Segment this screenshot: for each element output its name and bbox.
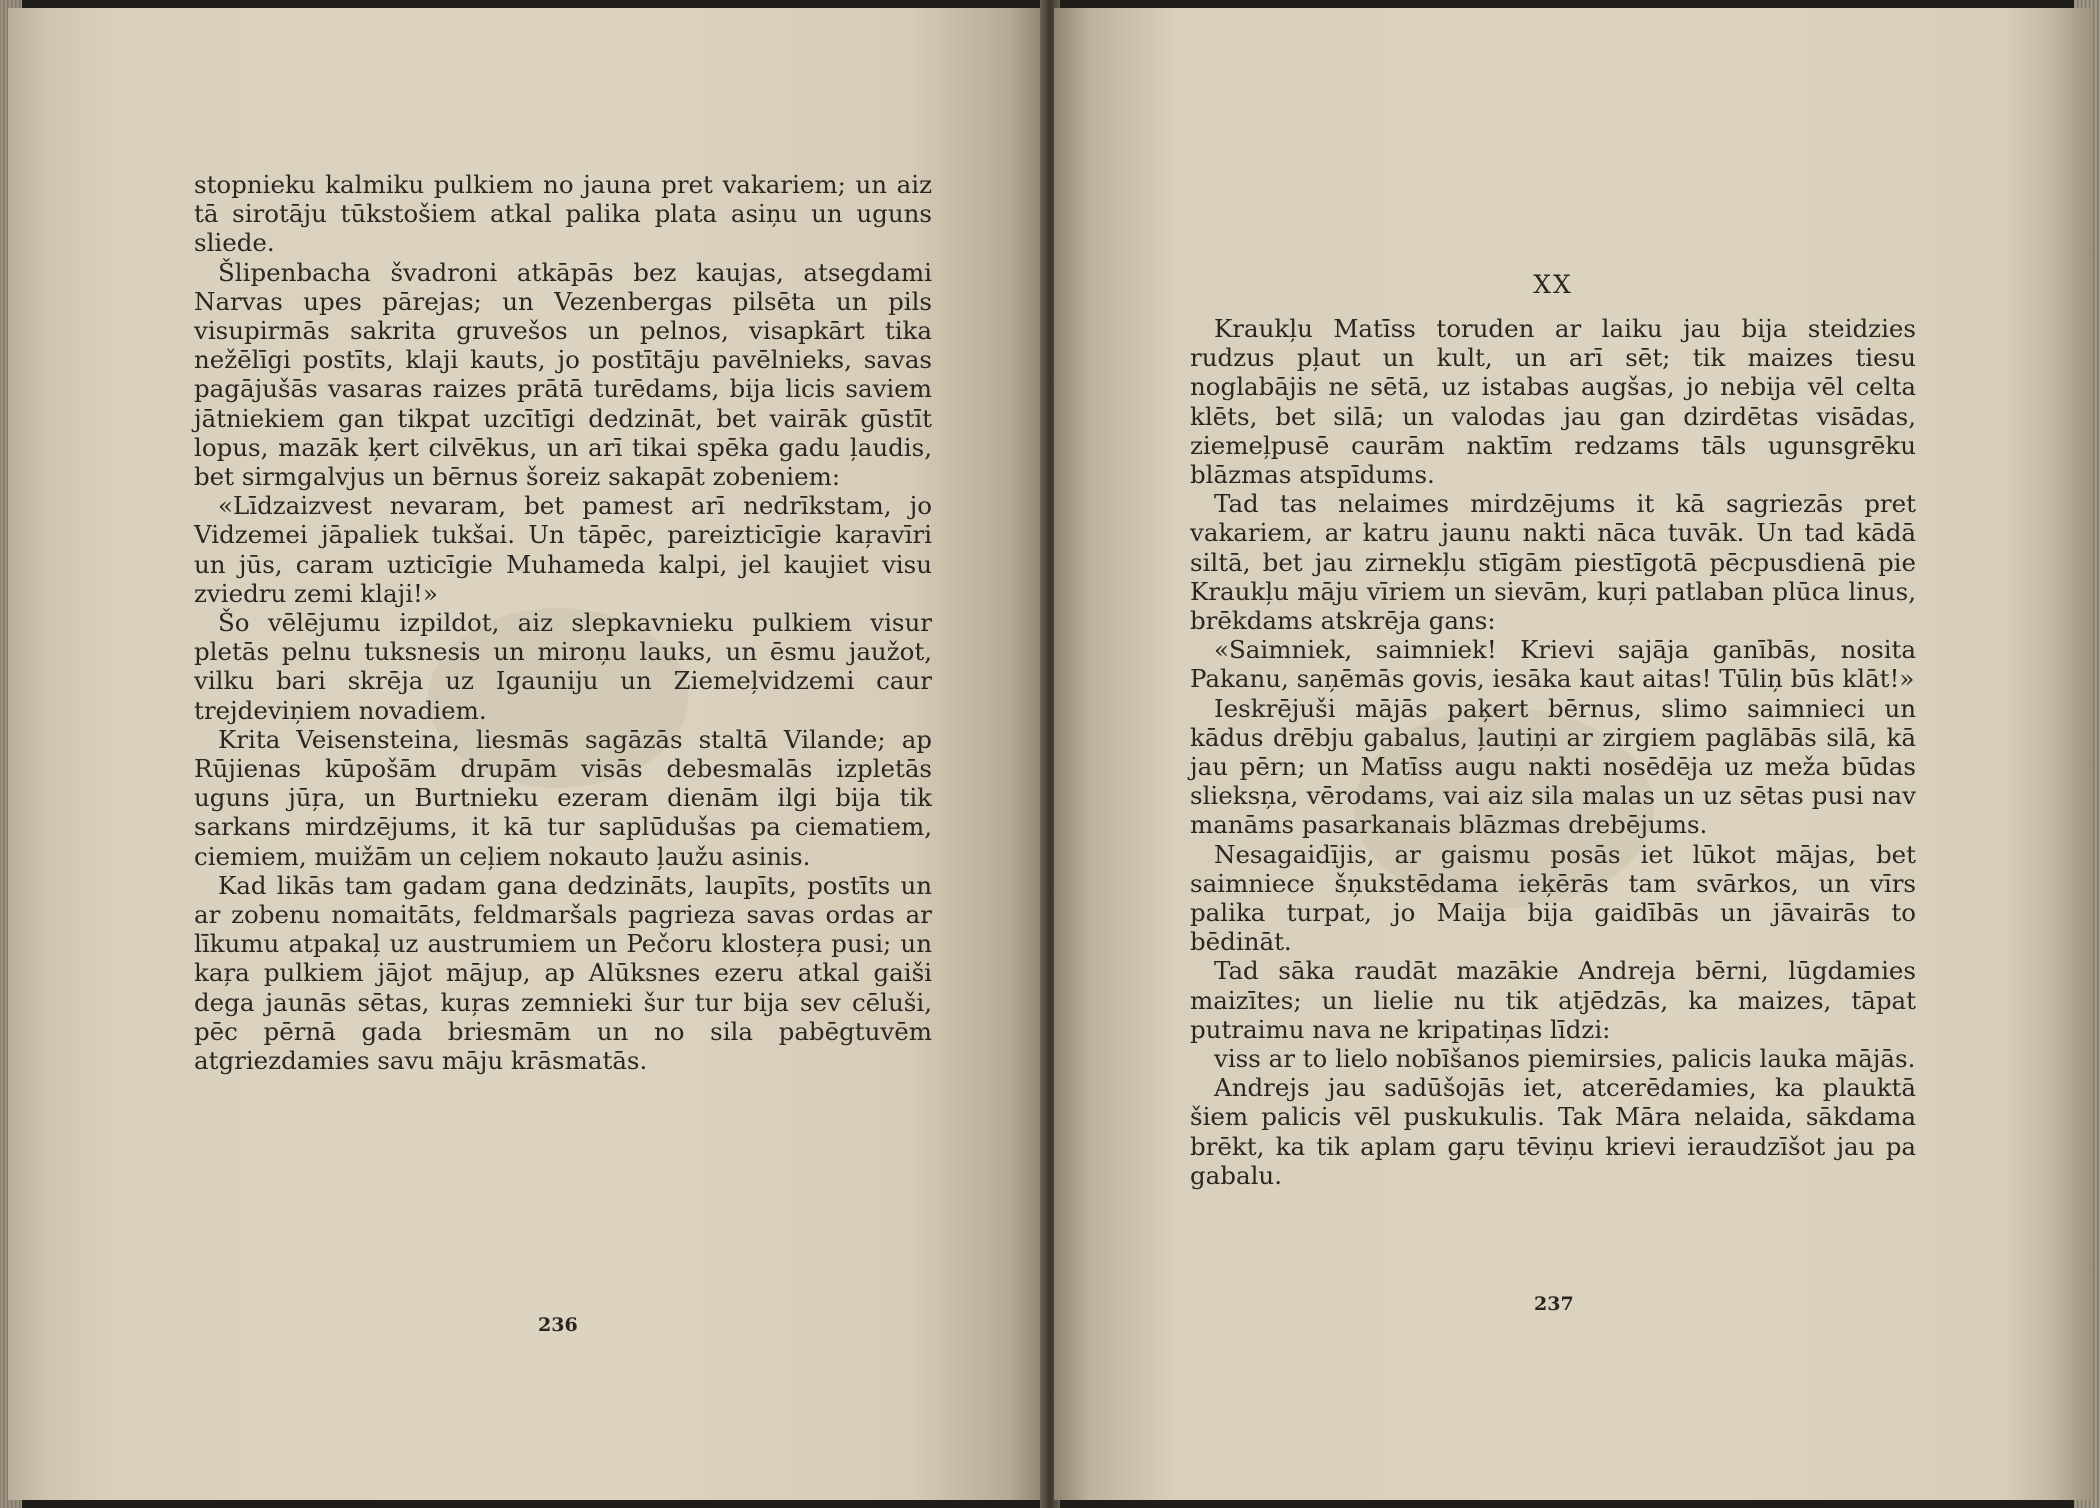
left-page-body — [194, 170, 932, 1075]
paragraph: Krita Veisensteina, liesmās sagāzās staltā Vilande; ap Rūjienas kūpošām drupām visās debesmalās izpletās uguns jūŗa, un Burtnieku ezeram dienām ilgi bija tik sarkans mirdzējums, it kā tur saplūdušas pa ciematiem, ciemiem, muižām un ceļiem nokauto ļaužu asinis. — [194, 724, 932, 871]
paragraph: «Līdzaizvest nevaram, bet pamest arī nedrīkstam, jo Vidzemei jāpaliek tukšai. Un tāpēc, pareizticīgie kaŗavīri un jūs, caram uzticīgie Muhameda kalpi, jel kaujiet visu zviedru zemi klaji!» — [194, 491, 932, 608]
chapter-title: XX — [1533, 270, 1573, 299]
paragraph: Tad sāka raudāt mazākie Andreja bērni, lūgdamies maizītes; un lielie nu tik atjēdzās, ka maizes, tāpat putraimu nava ne kripatiņas līdzi: — [1190, 956, 1916, 1044]
right-page — [1054, 8, 2092, 1500]
page-number: 237 — [1534, 1293, 1574, 1315]
paragraph: Kraukļu Matīss toruden ar laiku jau bija steidzies rudzus pļaut un kult, un arī sēt; tik maizes tiesu noglabājis ne sētā, uz istabas augšas, jo nebija vēl celta klēts, bet silā; un valodas jau gan dzirdētas visādas, ziemeļpusē caurām naktīm redzams tāls ugunsgrēku blāzmas atspīdums. — [1190, 314, 1916, 490]
paragraph: Andrejs jau sadūšojās iet, atcerēdamies, ka plauktā šiem palicis vēl puskukulis. Tak Māra nelaida, sākdama brēkt, ka tik aplam gaŗu tēviņu krievi ieraudzīšot jau pa gabalu. — [1190, 1073, 1916, 1190]
paragraph: viss ar to lielo nobīšanos piemirsies, palicis lauka mājās. — [1214, 1044, 1916, 1074]
right-page-body — [1190, 314, 1916, 1190]
page-number: 236 — [538, 1314, 578, 1336]
paragraph: Nesagaidījis, ar gaismu posās iet lūkot mājas, bet saimniece šņukstēdama ieķērās tam svārkos, un vīrs palika turpat, jo Maija bija gaidībās un jāvairās to bēdināt. — [1190, 839, 1916, 957]
paragraph: Ieskrējuši mājās paķert bērnus, slimo saimnieci un kādus drēbju gabalus, ļautiņi ar zirgiem paglābās silā, kā jau pērn; un Matīss augu nakti nosēdēja uz meža būdas slieksņa, vērodams, vai aiz sila malas un uz sētas pusi nav manāms pasarkanais blāzmas drebējums. — [1190, 693, 1916, 840]
paragraph: Šlipenbacha švadroni atkāpās bez kaujas, atsegdami Narvas upes pārejas; un Vezenbergas pilsēta un pils visupirmās sakrita gruvešos un pelnos, visapkārt tika nežēlīgi postīts, klaji kauts, jo postītāju pavēlnieks, savas pagājušās vasaras raizes prātā turēdams, bija licis saviem jātniekiem gan tikpat uzcītīgi dedzināt, bet vairāk gūstīt lopus, mazāk ķert cilvēkus, un arī tikai spēka gadu ļaudis, bet sirmgalvjus un bērnus šoreiz sakapāt zobeniem: — [194, 257, 932, 492]
paragraph: Tad tas nelaimes mirdzējums it kā sagriezās pret vakariem, ar katru jaunu nakti nāca tuvāk. Un tad kādā siltā, bet jau zirnekļu stīgām piestīgotā pēcpusdienā pie Kraukļu māju vīriem un sievām, kuŗi patlaban plūca linus, brēkdams atskrēja gans: — [1190, 489, 1916, 636]
paragraph: stopnieku kalmiku pulkiem no jauna pret vakariem; un aiz tā sirotāju tūkstošiem atkal palika plata asiņu un uguns sliede. — [194, 170, 932, 258]
paragraph: «Saimniek, saimniek! Krievi sajāja ganībās, nosita Pakanu, saņēmās govis, iesāka kaut aitas! Tūliņ būs klāt!» — [1190, 635, 1916, 694]
paragraph: Šo vēlējumu izpildot, aiz slepkavnieku pulkiem visur pletās pelnu tuksnesis un miroņu lauks, un ēsmu jaužot, vilku bari skrēja uz Igauniju un Ziemeļvidzemi caur trejdeviņiem novadiem. — [194, 608, 932, 725]
left-page — [8, 8, 1046, 1500]
paragraph: Kad likās tam gadam gana dedzināts, laupīts, postīts un ar zobenu nomaitāts, feldmaršals pagrieza savas ordas ar līkumu atpakaļ uz austrumiem un Pečoru klosteŗa pusi; un kaŗa pulkiem jājot mājup, ap Alūksnes ezeru atkal gaiši dega jaunās sētas, kuŗas zemnieki šur tur bija sev cēluši, pēc pērnā gada briesmām un no sila pabēgtuvēm atgriezdamies savu māju krāsmatās. — [194, 870, 932, 1076]
